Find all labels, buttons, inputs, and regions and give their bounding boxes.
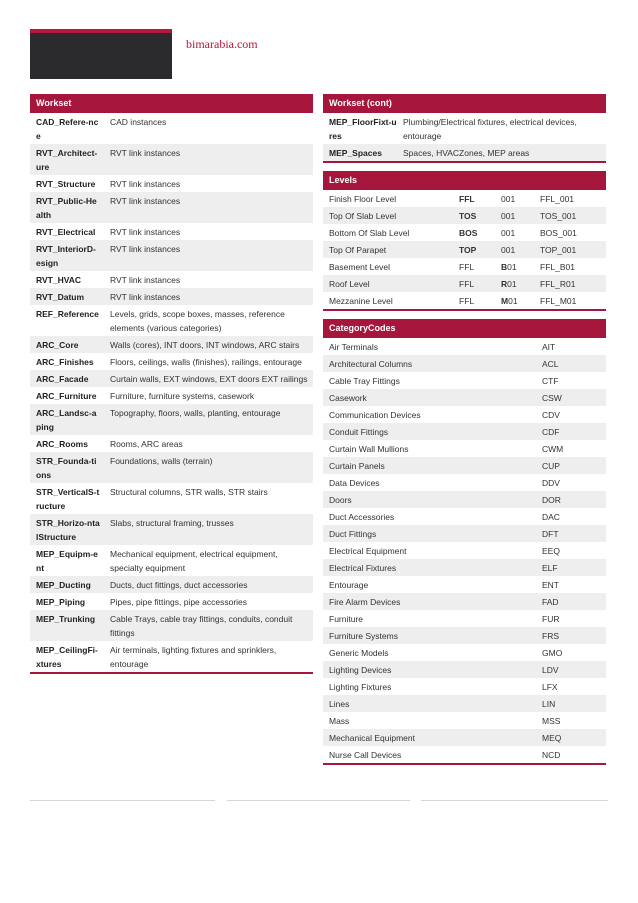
workset-cont-title: Workset (cont) [323,94,606,113]
level-abbr: TOS [453,207,495,224]
workset-row [30,514,313,545]
bottom-divider-middle [227,800,410,801]
category-name: Furniture Systems [323,627,536,644]
category-code: NCD [542,750,561,760]
category-row [323,610,606,627]
level-name: Top Of Parapet [323,241,453,258]
workset-row [30,175,313,192]
workset-key: MEP_Ducting [30,576,104,593]
category-row [323,457,606,474]
level-name: Mezzanine Level [329,296,393,306]
workset-title: Workset [30,94,313,113]
workset-row [30,452,313,483]
workset-value: Foundations, walls (terrain) [104,452,313,483]
level-code: BOS_001 [540,228,577,238]
level-code: FFL_M01 [540,296,577,306]
level-code: TOS_001 [534,207,606,224]
workset-row [30,576,313,593]
category-row [323,542,606,559]
workset-key: STR_VerticalS-tructure [36,487,100,511]
category-code: LFX [542,682,558,692]
category-name: Data Devices [329,478,380,488]
category-row [323,627,606,644]
workset-key: ARC_Core [30,336,104,353]
level-number [495,224,534,241]
workset-key: MEP_CeilingFi-xtures [36,645,98,669]
category-name: Doors [323,491,536,508]
category-code: FUR [542,614,560,624]
level-name: Bottom Of Slab Level [329,228,410,238]
level-row [323,224,606,241]
workset-cont-value: Plumbing/Electrical fixtures, electrical devices, entourage [403,117,577,141]
workset-value: RVT link instances [110,227,181,237]
workset-row [30,240,313,271]
workset-value: RVT link instances [104,240,313,271]
level-number [495,190,534,207]
workset-key: RVT_Electrical [36,227,96,237]
workset-row [30,404,313,435]
workset-row [30,144,313,175]
workset-cont-row [323,113,606,144]
category-row [323,423,606,440]
workset-row [30,545,313,576]
workset-key: ARC_Landsc-aping [30,404,104,435]
workset-row [30,641,313,672]
category-name: Electrical Fixtures [323,559,536,576]
category-row [323,355,606,372]
category-code: EEQ [542,546,560,556]
level-row [323,207,606,224]
workset-key: REF_Reference [36,309,99,319]
workset-row [30,435,313,452]
workset-value: Air terminals, lighting fixtures and sprinklers, entourage [110,645,277,669]
bottom-divider-left [30,800,215,801]
category-row [323,593,606,610]
workset-value: RVT link instances [104,192,313,223]
workset-row [30,387,313,404]
level-name: Roof Level [323,275,453,292]
workset-key: MEP_Equipm-ent [36,549,98,573]
workset-value: Floors, ceilings, walls (finishes), railings, entourage [110,357,302,367]
level-number-rest: 001 [501,194,516,204]
workset-key: ARC_Finishes [36,357,94,367]
category-row [323,661,606,678]
category-row [323,746,606,763]
category-name: Generic Models [329,648,389,658]
category-code: MEQ [536,729,606,746]
workset-table [30,113,313,672]
level-abbr: BOS [459,228,478,238]
level-number [495,241,534,258]
workset-value: Ducts, duct fittings, duct accessories [104,576,313,593]
level-number-prefix: B [501,262,508,272]
workset-value: Cable Trays, cable tray fittings, conduits, conduit fittings [104,610,313,641]
workset-value: Mechanical equipment, electrical equipment, specialty equipment [110,549,278,573]
logo-block [30,29,172,79]
level-code: FFL_001 [540,194,575,204]
category-code: ENT [542,580,559,590]
workset-row [30,192,313,223]
level-name: Basement Level [329,262,390,272]
workset-cont-value: Spaces, HVACZones, MEP areas [397,144,606,161]
level-number-rest: 001 [501,245,516,255]
bottom-divider-right [421,800,608,801]
right-column [323,94,606,765]
workset-key: STR_Founda-tions [30,452,104,483]
workset-key: MEP_Piping [36,597,86,607]
level-row [323,292,606,309]
workset-value: Slabs, structural framing, trusses [104,514,313,545]
logo-accent-strip [30,29,172,33]
category-code: DAC [542,512,560,522]
category-code: LIN [536,695,606,712]
category-row [323,678,606,695]
workset-key: STR_Horizo-ntalStructure [30,514,104,545]
category-name: Architectural Columns [323,355,536,372]
category-row [323,508,606,525]
category-code: FRS [536,627,606,644]
workset-row [30,370,313,387]
workset-key: CAD_Refere-nce [36,117,99,141]
workset-row [30,336,313,353]
category-row [323,338,606,355]
category-code: GMO [542,648,563,658]
workset-cont-row [323,144,606,161]
category-row [323,406,606,423]
level-row [323,241,606,258]
workset-key: ARC_Rooms [36,439,88,449]
level-number-rest: 001 [501,211,516,221]
category-row [323,712,606,729]
workset-value: Rooms, ARC areas [110,439,183,449]
workset-key: RVT_Datum [30,288,104,305]
workset-row [30,353,313,370]
category-code: ACL [536,355,606,372]
workset-key: RVT_Structure [36,179,96,189]
level-number-prefix: M [501,296,509,306]
workset-value: RVT link instances [104,144,313,175]
category-name: Communication Devices [329,410,421,420]
category-code: AIT [542,342,556,352]
level-number-rest: 01 [507,279,517,289]
category-name: Curtain Panels [323,457,536,474]
category-codes-title: CategoryCodes [323,319,606,338]
level-number-rest: 01 [507,262,517,272]
workset-value: Curtain walls, EXT windows, EXT doors EXT railings [104,370,313,387]
workset-row [30,610,313,641]
category-code: FAD [536,593,606,610]
category-name: Air Terminals [329,342,378,352]
level-number-rest: 01 [508,296,518,306]
category-row [323,695,606,712]
workset-cont-key: MEP_FloorFixt-ures [329,117,397,141]
workset-value: Topography, floors, walls, planting, entourage [104,404,313,435]
category-name: Conduit Fittings [323,423,536,440]
category-name: Entourage [329,580,369,590]
workset-row [30,593,313,610]
category-code: ELF [536,559,606,576]
category-name: Furniture [329,614,364,624]
workset-value: Levels, grids, scope boxes, masses, reference elements (various categories) [110,309,285,333]
category-code: CTF [542,376,559,386]
workset-value: RVT link instances [104,288,313,305]
category-row [323,440,606,457]
level-number [495,275,534,292]
category-codes-table [323,338,606,763]
workset-row [30,305,313,336]
category-row [323,491,606,508]
category-name: Lines [323,695,536,712]
workset-key: ARC_Facade [30,370,104,387]
category-name: Lighting Fixtures [329,682,392,692]
category-code: CSW [536,389,606,406]
workset-panel [30,94,313,674]
workset-value: RVT link instances [110,275,181,285]
workset-key: MEP_Trunking [30,610,104,641]
level-name: Top Of Slab Level [323,207,453,224]
level-row [323,258,606,275]
level-abbr: FFL [459,262,475,272]
level-code: FFL_R01 [534,275,606,292]
workset-value: Pipes, pipe fittings, pipe accessories [110,597,248,607]
workset-value: RVT link instances [110,179,181,189]
level-number [495,292,534,309]
category-row [323,559,606,576]
level-abbr: FFL [453,275,495,292]
level-code: TOP_001 [534,241,606,258]
workset-value: Walls (cores), INT doors, INT windows, ARC stairs [104,336,313,353]
level-name: Finish Floor Level [329,194,397,204]
workset-row [30,223,313,240]
category-name: Mechanical Equipment [323,729,536,746]
category-row [323,525,606,542]
workset-key: RVT_Public-Health [30,192,104,223]
category-code: CDV [542,410,560,420]
site-name: bimarabia.com [186,37,258,51]
category-name: Curtain Wall Mullions [329,444,409,454]
category-code: CUP [536,457,606,474]
levels-title: Levels [323,171,606,190]
category-name: Fire Alarm Devices [323,593,536,610]
category-code: CDF [536,423,606,440]
workset-row [30,113,313,144]
level-row [323,275,606,292]
workset-key: ARC_Furniture [36,391,97,401]
category-name: Nurse Call Devices [329,750,402,760]
workset-key: RVT_Architect-ure [30,144,104,175]
level-number [495,258,534,275]
workset-row [30,271,313,288]
category-code: DFT [536,525,606,542]
levels-table [323,190,606,309]
level-abbr: TOP [453,241,495,258]
level-abbr: FFL [459,194,475,204]
level-abbr: FFL [459,296,475,306]
category-codes-panel [323,319,606,765]
workset-value: Furniture, furniture systems, casework [110,391,255,401]
category-code: CWM [542,444,564,454]
category-code: LDV [536,661,606,678]
workset-cont-table [323,113,606,161]
workset-key: RVT_HVAC [36,275,82,285]
category-row [323,729,606,746]
workset-row [30,288,313,305]
category-name: Cable Tray Fittings [329,376,400,386]
category-row [323,474,606,491]
workset-footer-rule [30,672,313,674]
category-row [323,372,606,389]
workset-cont-key: MEP_Spaces [323,144,397,161]
workset-value: Structural columns, STR walls, STR stairs [110,487,268,497]
workset-key: RVT_InteriorD-esign [30,240,104,271]
category-code: DDV [542,478,560,488]
category-name: Mass [329,716,350,726]
level-row [323,190,606,207]
category-name: Electrical Equipment [329,546,407,556]
category-name: Casework [323,389,536,406]
level-number-prefix: R [501,279,508,289]
workset-value: CAD instances [110,117,167,127]
level-code: FFL_B01 [540,262,575,272]
workset-cont-panel [323,94,606,163]
category-row [323,576,606,593]
category-name: Duct Accessories [329,512,395,522]
levels-panel [323,171,606,311]
level-number-rest: 001 [501,228,516,238]
category-name: Lighting Devices [323,661,536,678]
category-row [323,644,606,661]
workset-row [30,483,313,514]
category-code: MSS [542,716,561,726]
level-number [495,207,534,224]
category-code: DOR [536,491,606,508]
category-row [323,389,606,406]
category-name: Duct Fittings [323,525,536,542]
category-codes-footer-rule [323,763,606,765]
